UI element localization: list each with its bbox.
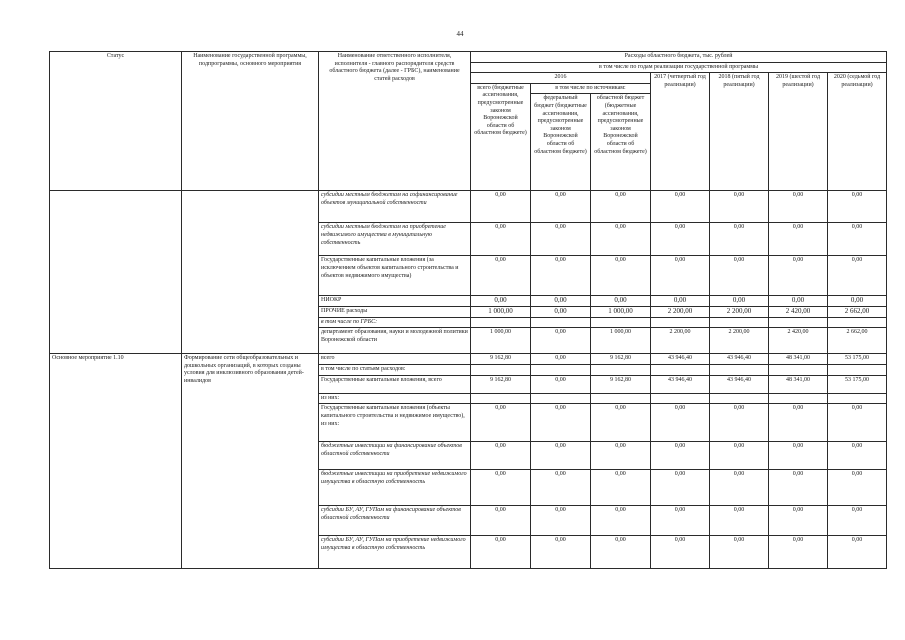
cell-empty <box>531 393 591 404</box>
cell-value: 0,00 <box>769 404 828 442</box>
cell-value: 43 946,40 <box>651 375 710 393</box>
row-label: из них: <box>319 393 471 404</box>
cell-value: 0,00 <box>710 191 769 223</box>
cell-value: 0,00 <box>769 470 828 506</box>
cell-value: 0,00 <box>828 404 887 442</box>
cell-value: 0,00 <box>531 306 591 317</box>
cell-empty <box>651 365 710 376</box>
cell-value: 0,00 <box>591 191 651 223</box>
row-label: Государственные капитальные вложения (за исключением объектов капитального строительства и объектов недвижимого имущества) <box>319 256 471 296</box>
table-row <box>50 354 887 365</box>
cell-value: 0,00 <box>531 536 591 569</box>
cell-empty <box>828 393 887 404</box>
cell-value: 0,00 <box>651 536 710 569</box>
cell-empty <box>471 393 531 404</box>
row-label: ПРОЧИЕ расходы <box>319 306 471 317</box>
cell-value: 2 420,00 <box>769 328 828 354</box>
cell-value: 48 341,00 <box>769 354 828 365</box>
cell-value: 2 662,00 <box>828 306 887 317</box>
row-label: бюджетные инвестиции на приобретение недвижимого имущества в областную собственность <box>319 470 471 506</box>
cell-value: 0,00 <box>651 442 710 470</box>
cell-value: 0,00 <box>828 506 887 536</box>
cell-value: 0,00 <box>591 223 651 256</box>
row-label: субсидии БУ, АУ, ГУПам на финансирование объектов областной собственности <box>319 506 471 536</box>
header-year-2016: 2016 <box>471 73 651 84</box>
cell-value: 0,00 <box>710 506 769 536</box>
cell-value: 9 162,80 <box>471 375 531 393</box>
cell-value: 0,00 <box>531 506 591 536</box>
cell-empty <box>651 393 710 404</box>
status-cell-empty <box>50 191 182 354</box>
cell-value: 0,00 <box>769 506 828 536</box>
row-label: субсидии местным бюджетам на софинансирование объектов муниципальной собственности <box>319 191 471 223</box>
cell-value: 0,00 <box>591 470 651 506</box>
cell-value: 0,00 <box>651 296 710 307</box>
cell-value: 0,00 <box>710 404 769 442</box>
header-2019: 2019 (шестой год реализации) <box>769 73 828 191</box>
cell-value: 0,00 <box>828 470 887 506</box>
cell-empty <box>591 393 651 404</box>
cell-value: 0,00 <box>531 442 591 470</box>
cell-value: 43 946,40 <box>710 354 769 365</box>
cell-empty <box>531 317 591 328</box>
cell-value: 9 162,80 <box>471 354 531 365</box>
cell-value: 0,00 <box>591 404 651 442</box>
cell-value: 0,00 <box>531 256 591 296</box>
table-row <box>50 191 887 223</box>
header-federal: федеральный бюджет (бюджетные ассигнования, предусмотренные законом Воронежской области об областном бюджете) <box>531 94 591 191</box>
cell-value: 0,00 <box>828 223 887 256</box>
cell-value: 43 946,40 <box>710 375 769 393</box>
row-label: бюджетные инвестиции на финансирование объектов областной собственности <box>319 442 471 470</box>
cell-empty <box>710 317 769 328</box>
row-label: субсидии БУ, АУ, ГУПам на приобретение недвижимого имущества в областную собственность <box>319 536 471 569</box>
cell-value: 2 662,00 <box>828 328 887 354</box>
header-2020: 2020 (седьмой год реализации) <box>828 73 887 191</box>
cell-value: 0,00 <box>769 296 828 307</box>
cell-value: 0,00 <box>531 296 591 307</box>
cell-value: 0,00 <box>769 442 828 470</box>
cell-value: 43 946,40 <box>651 354 710 365</box>
page-number: 44 <box>456 30 464 38</box>
header-total: всего (бюджетные ассигнования, предусмотренные законом Воронежской области об областном бюджете) <box>471 83 531 191</box>
cell-value: 0,00 <box>471 191 531 223</box>
cell-value: 0,00 <box>710 223 769 256</box>
cell-empty <box>769 317 828 328</box>
header-program-name: Наименование государственной программы, подпрограммы, основного мероприятия <box>182 52 319 191</box>
cell-value: 0,00 <box>651 470 710 506</box>
cell-value: 2 420,00 <box>769 306 828 317</box>
cell-value: 0,00 <box>531 328 591 354</box>
cell-value: 0,00 <box>591 256 651 296</box>
cell-empty <box>769 393 828 404</box>
cell-value: 0,00 <box>828 536 887 569</box>
cell-value: 0,00 <box>769 536 828 569</box>
row-label: всего <box>319 354 471 365</box>
cell-value: 0,00 <box>769 223 828 256</box>
header-by-years: в том числе по годам реализации государственной программы <box>471 62 887 73</box>
cell-value: 0,00 <box>471 442 531 470</box>
cell-value: 9 162,80 <box>591 375 651 393</box>
cell-value: 0,00 <box>828 256 887 296</box>
cell-value: 0,00 <box>591 442 651 470</box>
cell-empty <box>710 393 769 404</box>
budget-table <box>49 51 887 569</box>
cell-empty <box>828 365 887 376</box>
cell-value: 0,00 <box>769 191 828 223</box>
cell-value: 2 200,00 <box>651 306 710 317</box>
measure-status: Основное мероприятие 1.10 <box>50 354 182 569</box>
cell-empty <box>591 365 651 376</box>
row-label: НИОКР <box>319 296 471 307</box>
cell-value: 2 200,00 <box>651 328 710 354</box>
cell-empty <box>591 317 651 328</box>
cell-empty <box>651 317 710 328</box>
header-status: Статус <box>50 52 182 191</box>
name-cell-empty <box>182 191 319 354</box>
cell-value: 0,00 <box>471 296 531 307</box>
header-2017: 2017 (четвертый год реализации) <box>651 73 710 191</box>
cell-value: 9 162,80 <box>591 354 651 365</box>
cell-value: 1 000,00 <box>471 306 531 317</box>
row-label: в том числе по статьям расходов: <box>319 365 471 376</box>
cell-empty <box>828 317 887 328</box>
cell-value: 53 175,00 <box>828 354 887 365</box>
row-label: Государственные капитальные вложения, всего <box>319 375 471 393</box>
cell-value: 0,00 <box>710 256 769 296</box>
cell-value: 0,00 <box>651 256 710 296</box>
cell-value: 0,00 <box>471 470 531 506</box>
cell-value: 0,00 <box>710 442 769 470</box>
cell-value: 0,00 <box>710 296 769 307</box>
cell-value: 0,00 <box>769 256 828 296</box>
cell-value: 0,00 <box>591 296 651 307</box>
cell-value: 0,00 <box>531 470 591 506</box>
row-label: субсидии местным бюджетам на приобретение недвижимого имущества в муниципальную собственность <box>319 223 471 256</box>
cell-value: 0,00 <box>591 506 651 536</box>
cell-empty <box>769 365 828 376</box>
header-2018: 2018 (пятый год реализации) <box>710 73 769 191</box>
cell-value: 0,00 <box>710 536 769 569</box>
cell-value: 0,00 <box>651 191 710 223</box>
cell-value: 53 175,00 <box>828 375 887 393</box>
row-label: в том числе по ГРБС: <box>319 317 471 328</box>
header-executor: Наименование ответственного исполнителя, исполнителя - главного распорядителя средств областного бюджета (далее - ГРБС), наименование статей расходов <box>319 52 471 191</box>
cell-value: 0,00 <box>531 223 591 256</box>
cell-value: 2 200,00 <box>710 306 769 317</box>
row-label: Государственные капитальные вложения (объекты капитального строительства и недвижимое имущество), из них: <box>319 404 471 442</box>
header-regional: областной бюджет (бюджетные ассигнования, предусмотренные законом Воронежской области об областном бюджете) <box>591 94 651 191</box>
header-expenses-title: Расходы областного бюджета, тыс. рублей <box>471 52 887 63</box>
cell-value: 0,00 <box>828 191 887 223</box>
cell-value: 0,00 <box>531 375 591 393</box>
cell-value: 0,00 <box>531 354 591 365</box>
cell-value: 1 000,00 <box>591 306 651 317</box>
cell-empty <box>531 365 591 376</box>
cell-value: 0,00 <box>531 404 591 442</box>
cell-value: 0,00 <box>651 404 710 442</box>
cell-value: 0,00 <box>828 442 887 470</box>
cell-value: 0,00 <box>471 536 531 569</box>
cell-value: 0,00 <box>531 191 591 223</box>
cell-empty <box>710 365 769 376</box>
cell-value: 0,00 <box>651 223 710 256</box>
row-label: департамент образования, науки и молодежной политики Воронежской области <box>319 328 471 354</box>
cell-value: 0,00 <box>591 536 651 569</box>
cell-empty <box>471 317 531 328</box>
cell-value: 0,00 <box>651 506 710 536</box>
measure-name: Формирование сети общеобразовательных и дошкольных организаций, в которых созданы условия для инклюзивного образования детей-инвалидов <box>182 354 319 569</box>
cell-value: 0,00 <box>828 296 887 307</box>
header-incl-sources: в том числе по источникам: <box>531 83 651 94</box>
cell-value: 0,00 <box>471 223 531 256</box>
cell-value: 0,00 <box>710 470 769 506</box>
cell-empty <box>471 365 531 376</box>
cell-value: 0,00 <box>471 506 531 536</box>
cell-value: 0,00 <box>471 256 531 296</box>
cell-value: 1 000,00 <box>471 328 531 354</box>
cell-value: 1 000,00 <box>591 328 651 354</box>
cell-value: 0,00 <box>471 404 531 442</box>
cell-value: 48 341,00 <box>769 375 828 393</box>
cell-value: 2 200,00 <box>710 328 769 354</box>
